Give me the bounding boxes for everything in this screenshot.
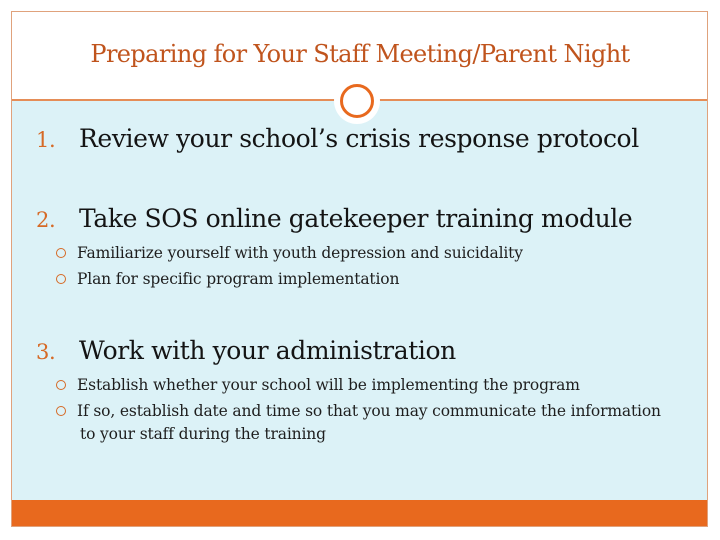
- list-item-1: [36, 124, 639, 153]
- sub-bullet-item: [56, 376, 580, 394]
- list-item-3: [36, 336, 456, 365]
- sub-bullet-text: Establish whether your school will be implementing the program: [77, 376, 580, 394]
- circle-bullet-icon: [56, 380, 66, 390]
- circle-bullet-icon: [56, 274, 66, 284]
- list-heading: Work with your administration: [79, 336, 456, 365]
- sub-bullet-text: Familiarize yourself with youth depression and suicidality: [77, 244, 523, 262]
- sub-bullet-continuation: to your staff during the training: [80, 425, 326, 443]
- sub-bullet-item: [56, 270, 399, 288]
- list-number: 2.: [36, 208, 56, 232]
- sub-bullet-item: [56, 402, 661, 420]
- circle-bullet-icon: [56, 406, 66, 416]
- sub-bullet-item: [56, 244, 523, 262]
- list-number: 1.: [36, 128, 56, 152]
- sub-bullet-text: Plan for specific program implementation: [77, 270, 400, 288]
- sub-bullet-text: If so, establish date and time so that you may communicate the information: [77, 402, 661, 420]
- list-heading: Review your school’s crisis response protocol: [79, 124, 639, 153]
- slide-title: Preparing for Your Staff Meeting/Parent Night: [90, 40, 630, 68]
- circle-ornament-icon: [340, 84, 374, 118]
- list-item-2: [36, 204, 632, 233]
- circle-bullet-icon: [56, 248, 66, 258]
- list-heading: Take SOS online gatekeeper training module: [79, 204, 633, 233]
- list-number: 3.: [36, 340, 56, 364]
